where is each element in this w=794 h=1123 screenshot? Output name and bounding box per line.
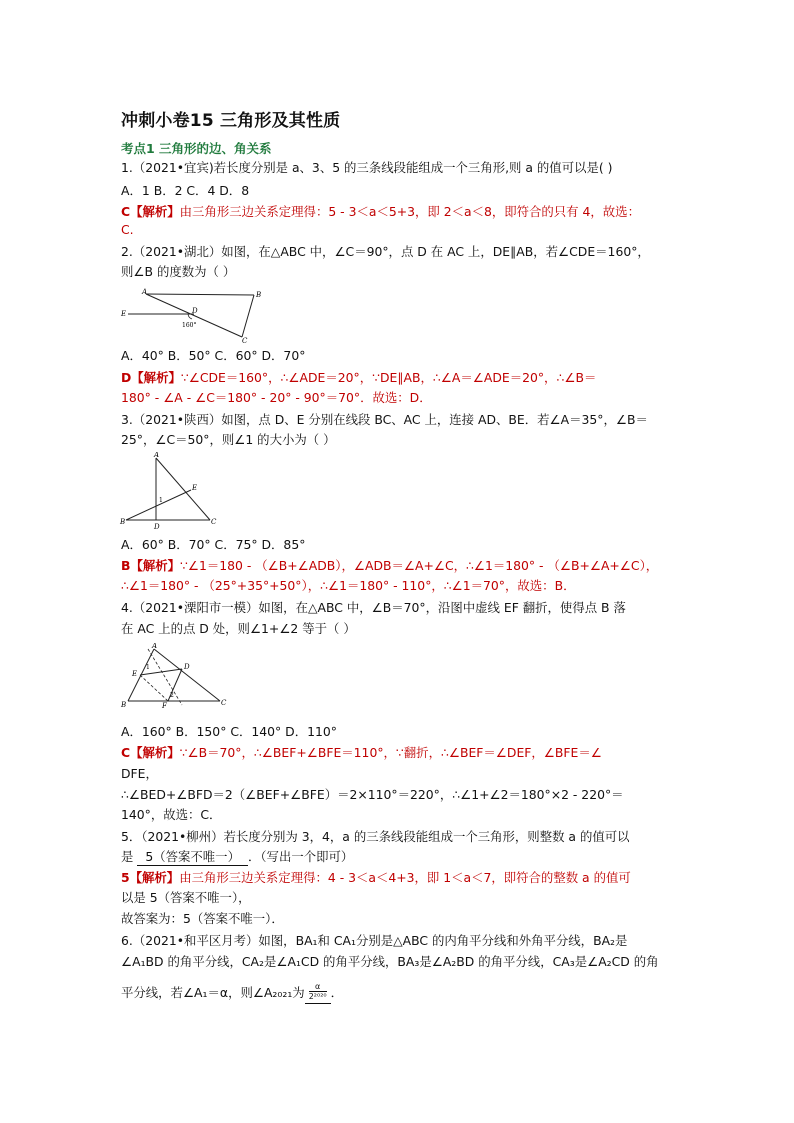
q5-stem1: 5．（2021•柳州）若长度分别为 3，4，a 的三条线段能组成一个三角形，则整数 a 的值可以: [121, 829, 630, 844]
q5-answer-tag: 5【解析】: [121, 870, 180, 885]
q2-stem2: 则∠B 的度数为（ ）: [121, 264, 236, 279]
q4-answer-line3: ∴∠BED+∠BFD＝2（∠BEF+∠BFE）＝2×110°＝220°，∴∠1+∠2＝180°×2 - 220°＝: [121, 787, 624, 802]
q4-angle-2-label: 2: [170, 692, 174, 699]
q2-label-c: C: [242, 337, 248, 344]
q4-answer-line2: DFE，: [121, 766, 158, 781]
q2-label-b: B: [256, 291, 262, 299]
q6-stem3-suffix: ．: [330, 985, 343, 1000]
q1-stem: 1.（2021•宜宾)若长度分别是 a、3、5 的三条线段能组成一个三角形,则 a 的值可以是( ): [121, 160, 613, 175]
q3-label-c: C: [211, 518, 217, 526]
q2-options: A．40° B．50° C．60° D．70°: [121, 348, 306, 363]
q2-answer-line2: 180° - ∠A - ∠C＝180° - 20° - 90°＝70°．故选：D．: [121, 390, 432, 405]
q2-answer-text1: ∵∠CDE＝160°，∴∠ADE＝20°，∵DE∥AB，∴∠A＝∠ADE＝20°，∴∠B＝: [180, 370, 597, 385]
q3-angle-1-label: 1: [159, 497, 163, 504]
q5-stem2-prefix: 是: [121, 849, 138, 864]
q2-segment-bc: [242, 295, 254, 337]
q6-stem3-prefix: 平分线，若∠A₁＝α，则∠A₂₀₂₁为: [121, 985, 305, 1000]
q2-figure: [118, 286, 268, 344]
q4-stem2: 在 AC 上的点 D 处，则∠1+∠2 等于（ ）: [121, 621, 356, 636]
q2-segment-ab: [146, 294, 254, 295]
q2-segment-ac: [146, 294, 242, 337]
q4-figure: [118, 643, 230, 709]
q2-answer-tag: D【解析】: [121, 370, 181, 385]
q3-answer-tag: B【解析】: [121, 558, 181, 573]
q4-fold-line-ef: [140, 675, 168, 701]
q5-answer-line1: [121, 870, 631, 886]
q2-stem1: 2.（2021•湖北）如图，在△ABC 中，∠C＝90°，点 D 在 AC 上，DE∥AB，若∠CDE＝160°，: [121, 244, 650, 259]
q2-label-a: A: [142, 288, 148, 296]
q1-answer-line2: C.: [121, 222, 134, 237]
q3-answer-line2: ∴∠1＝180° - （25°+35°+50°），∴∠1＝180° - 110°，∴∠1＝70°，故选：B．: [121, 578, 576, 593]
q3-label-d: D: [154, 523, 160, 530]
q3-options: A．60° B．70° C．75° D．85°: [121, 537, 306, 552]
q5-stem2: [121, 849, 353, 866]
q4-answer-line1: [121, 745, 602, 761]
q1-answer-tag: C【解析】: [121, 204, 180, 219]
q3-answer-text1: ∵∠1＝180 - （∠B+∠ADB），∠ADB＝∠A+∠C，∴∠1＝180° - （∠B+∠A+∠C），: [180, 558, 659, 573]
q6-fraction-numerator: α: [309, 982, 327, 992]
q4-answer-text1: ∵∠B＝70°，∴∠BEF+∠BFE＝110°，∵翻折，∴∠BEF＝∠DEF，∠BFE＝∠: [179, 745, 602, 760]
q4-answer-tag: C【解析】: [121, 745, 180, 760]
q5-answer-line3: 故答案为：5（答案不唯一）．: [121, 911, 284, 926]
q3-segment-be: [126, 490, 191, 520]
q3-stem2: 25°，∠C＝50°，则∠1 的大小为（ ）: [121, 432, 336, 447]
q1-answer-text1: 由三角形三边关系定理得：5 - 3＜a＜5+3，即 2＜a＜8，即符合的只有 4，故选：: [179, 204, 640, 219]
q4-label-a: A: [152, 643, 158, 650]
q6-answer-fraction: [309, 982, 327, 1001]
q4-answer-line4: 140°，故选：C．: [121, 807, 222, 822]
q3-answer-line1: [121, 558, 658, 574]
q5-stem2-suffix: ．（写出一个即可）: [247, 849, 354, 864]
q2-answer-line1: [121, 370, 596, 386]
q2-label-e: E: [121, 310, 127, 318]
q6-answer-blank: [305, 984, 331, 1004]
q6-stem2: ∠A₁BD 的角平分线，CA₂是∠A₁CD 的角平分线，BA₃是∠A₂BD 的角平分线，CA₃是∠A₂CD 的角: [121, 954, 659, 969]
q5-answer-line2: 以是 5（答案不唯一），: [121, 890, 251, 905]
page-title: 冲刺小卷15 三角形及其性质: [121, 111, 341, 131]
q4-stem1: 4.（2021•溧阳市一模）如图，在△ABC 中，∠B＝70°，沿图中虚线 EF 翻折，使得点 B 落: [121, 600, 626, 615]
q4-label-d: D: [184, 663, 190, 671]
q2-label-d: D: [192, 307, 198, 315]
q3-label-b: B: [120, 518, 126, 526]
q3-segment-ac: [156, 458, 210, 520]
q5-answer-blank: 5（答案不唯一）: [137, 849, 248, 866]
q4-label-e: E: [132, 670, 138, 678]
q4-options: A．160° B．150° C．140° D．110°: [121, 724, 337, 739]
q3-label-e: E: [192, 484, 198, 492]
q2-angle-label: 160°: [182, 322, 197, 329]
q6-stem3: [121, 984, 343, 1004]
q3-figure: [118, 452, 222, 530]
q4-label-c: C: [221, 699, 227, 707]
q6-fraction-denominator: 2²⁰²⁰: [308, 992, 327, 1001]
q1-answer-line1: [121, 204, 640, 220]
q3-stem1: 3.（2021•陕西）如图，点 D、E 分别在线段 BC、AC 上，连接 AD、BE．若∠A＝35°，∠B＝: [121, 412, 648, 427]
q1-options: A．1 B．2 C．4 D．8: [121, 183, 250, 198]
q5-answer-text1: 由三角形三边关系定理得：4 - 3＜a＜4+3，即 1＜a＜7，即符合的整数 a 的值可: [179, 870, 631, 885]
q6-stem1: 6.（2021•和平区月考）如图，BA₁和 CA₁分别是△ABC 的内角平分线和外角平分线，BA₂是: [121, 933, 628, 948]
q4-label-f: F: [162, 702, 167, 709]
q4-angle-1-label: 1: [146, 664, 150, 671]
section-heading: 考点1 三角形的边、角关系: [121, 141, 272, 156]
q3-label-a: A: [154, 452, 160, 459]
q4-label-b: B: [121, 701, 127, 709]
